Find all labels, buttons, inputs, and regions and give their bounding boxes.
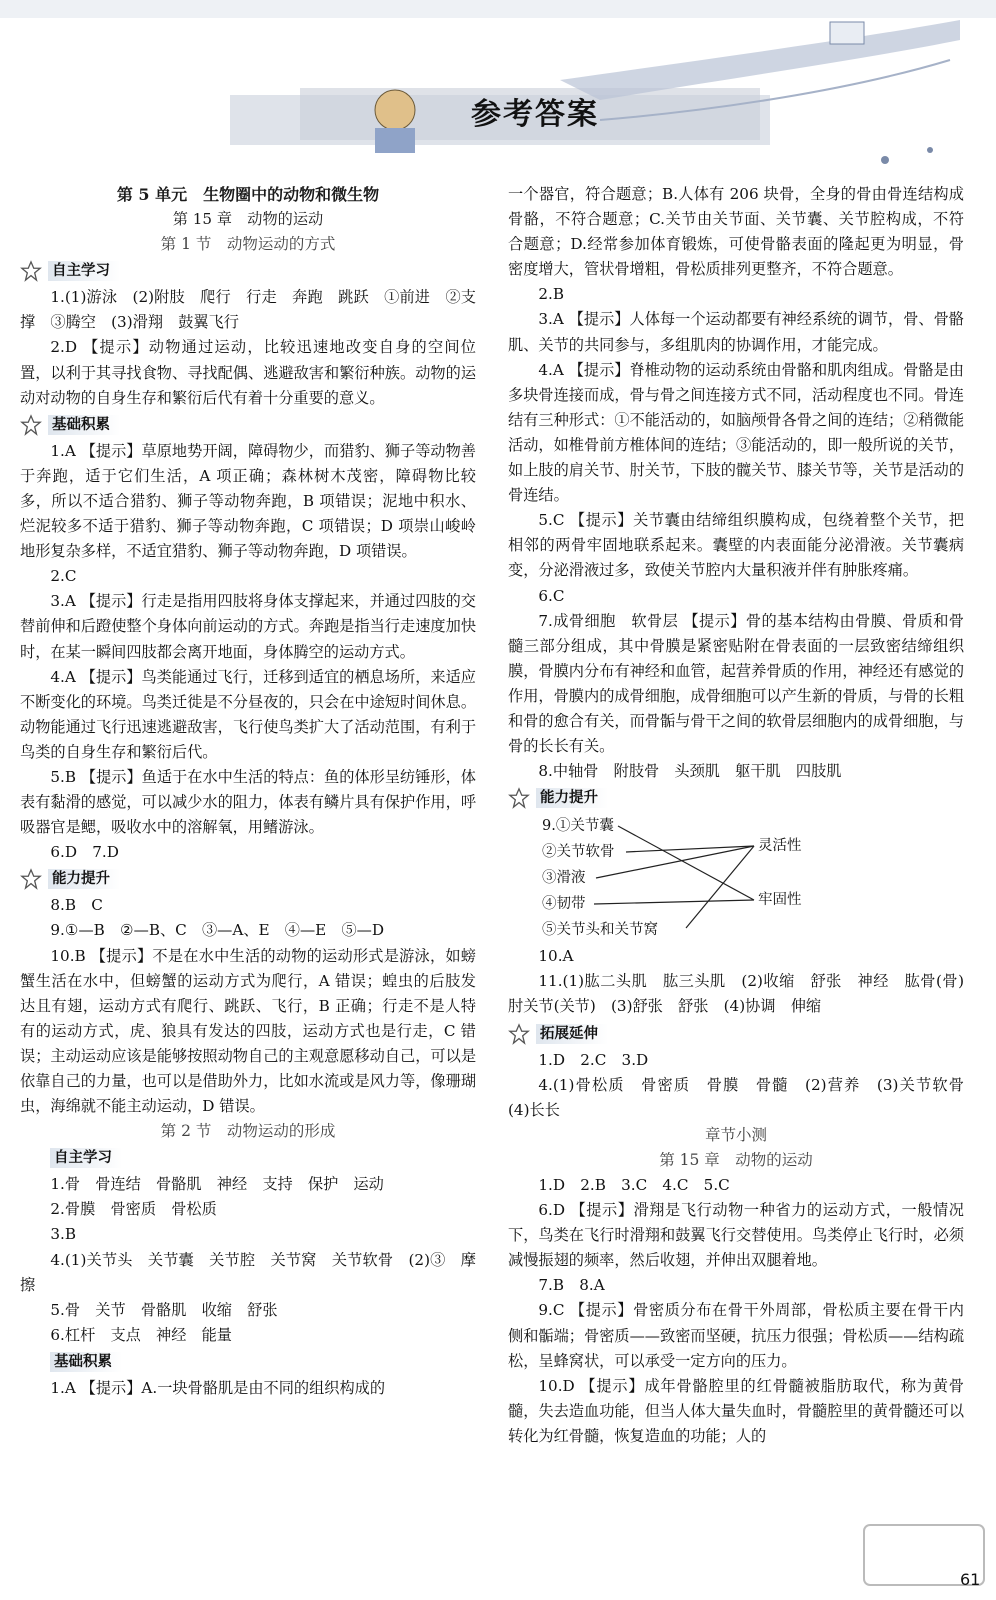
star-icon: [20, 868, 42, 890]
quiz-heading: 章节小测: [704, 1125, 767, 1144]
diagram-target: 牢固性: [758, 892, 802, 909]
answer-text: 1.A 【提示】A.一块骨骼肌是由不同的组织构成的: [50, 1378, 386, 1397]
answer-text: 4.(1)关节头 关节囊 关节腔 关节窝 关节软骨 (2)③ 摩擦: [20, 1250, 476, 1294]
section-heading: 第 1 节 动物运动的方式: [160, 235, 336, 254]
match-line: [626, 846, 754, 852]
answer-text: 4.(1)骨松质 骨密质 骨膜 骨髓 (2)营养 (3)关节软骨 (4)长长: [508, 1075, 980, 1119]
section-label-self-study: [20, 1146, 476, 1170]
match-line: [618, 826, 754, 900]
answer-text: 10.D 【提示】成年骨骼腔里的红骨髓被脂肪取代，称为黄骨髓，失去造血功能，但当人体大量失血时，骨髓腔里的黄骨髓还可以转化为红骨髓，恢复造血的功能；人的: [508, 1376, 964, 1445]
answer-text: 1.骨 骨连结 骨骼肌 神经 支持 保护 运动: [50, 1175, 384, 1194]
unit-heading: 第 5 单元 生物圈中的动物和微生物: [116, 185, 380, 204]
answer-text: 6.D 【提示】滑翔是飞行动物一种省力的运动方式，一般情况下，鸟类在飞行时滑翔和鼓翼飞行交替使用。鸟类停止飞行时，必须减慢振翅的频率，然后收翅，并伸出双腿着地。: [508, 1201, 964, 1270]
answer-text: 3.B: [50, 1225, 77, 1244]
star-icon: [508, 1023, 530, 1045]
answer-text: 2.B: [538, 285, 565, 304]
match-line: [594, 900, 754, 904]
section-label-self-study: [20, 259, 476, 283]
section-label-text: 能力提升: [48, 869, 120, 889]
answer-text: 4.A 【提示】脊椎动物的运动系统由骨骼和肌肉组成。骨骼是由多块骨连接而成，骨与骨之间连接方式不同，活动程度也不同。骨连结有三种形式：①不能活动的，如脑颅骨各骨之间的连结；②稍微能活动，如椎骨前方椎体间的连结；③能活动的，即一般所说的关节，如上肢的肩关节、肘关节，下肢的髋关节、膝关节等，关节是活动的骨连结。: [508, 360, 964, 505]
right-column: [508, 182, 980, 1449]
answer-text: 6.杠杆 支点 神经 能量: [50, 1325, 232, 1344]
page-number: 61: [960, 1570, 981, 1589]
section-heading: 第 2 节 动物运动的形成: [160, 1122, 336, 1141]
left-column: [20, 182, 476, 1401]
section-label-improve: [20, 867, 476, 891]
answer-text: 5.C 【提示】关节囊由结缔组织膜构成，包绕着整个关节，把相邻的两骨牢固地联系起来。囊壁的内表面能分泌滑液。关节囊病变，分泌滑液过多，致使关节腔内大量积液并伴有肿胀疼痛。: [508, 511, 964, 580]
banner-decoration: [0, 0, 996, 170]
answer-text: 10.A: [538, 947, 574, 966]
section-label-improve: [508, 786, 964, 810]
answer-text: 7.B 8.A: [538, 1276, 605, 1295]
answer-text: 5.骨 关节 骨骼肌 收缩 舒张: [50, 1300, 278, 1319]
section-label-text: 基础积累: [50, 1352, 122, 1372]
diagram-target: 灵活性: [758, 838, 802, 855]
answer-text: 4.A 【提示】鸟类能通过飞行，迁移到适宜的栖息场所，来适应不断变化的环境。鸟类迁徙是不分昼夜的，只会在中途短时间休息。动物能通过飞行迅速逃避敌害，飞行使鸟类扩大了活动范围，有利于鸟类的自身生存和繁衍后代。: [20, 667, 476, 761]
diagram-item: ②关节软骨: [542, 844, 615, 861]
answer-text: 11.(1)肱二头肌 肱三头肌 (2)收缩 舒张 神经 肱骨(骨) 肘关节(关节) (3)舒张 舒张 (4)协调 伸缩: [508, 972, 980, 1016]
chapter-heading: 第 15 章 动物的运动: [172, 210, 324, 229]
answer-text: 8.B C: [50, 896, 103, 915]
answer-text: 1.(1)游泳 (2)附肢 爬行 行走 奔跑 跳跃 ①前进 ②支撑 ③腾空 (3)滑翔 鼓翼飞行: [20, 288, 476, 332]
section-label-basics: [20, 1350, 476, 1374]
diagram-item: ⑤关节头和关节窝: [542, 922, 658, 939]
star-icon: [20, 260, 42, 282]
section-label-extension: [508, 1022, 964, 1046]
answer-key-title: 参考答案: [471, 97, 599, 132]
answer-text: 9.①—B ②—B、C ③—A、E ④—E ⑤—D: [50, 921, 384, 940]
answer-text: 8.中轴骨 附肢骨 头颈肌 躯干肌 四肢肌: [538, 762, 842, 781]
quiz-chapter-heading: 第 15 章 动物的运动: [659, 1150, 813, 1169]
answer-text: 2.C: [50, 567, 77, 586]
star-icon: [20, 414, 42, 436]
answer-text: 一个器官，符合题意；B.人体有 206 块骨，全身的骨由骨连结构成骨骼，不符合题意；C.关节由关节面、关节囊、关节腔构成，不符合题意；D.经常参加体育锻炼，可使骨骼表面的隆起更为明显，骨密度增大，管状骨增粗，骨松质排列更整齐，不符合题意。: [508, 185, 964, 279]
section-label-text: 自主学习: [50, 1148, 122, 1168]
answer-text: 6.D 7.D: [50, 843, 119, 862]
section-label-text: 自主学习: [48, 261, 120, 281]
answer-text: 6.C: [538, 586, 565, 605]
answer-text: 10.B 【提示】不是在水中生活的动物的运动形式是游泳，如螃蟹生活在水中，但螃蟹的运动方式为爬行，A 错误；蝗虫的后肢发达且有翅，运动方式有爬行、跳跃、飞行，B 正确；行走不是人特有的运动方式，虎、狼具有发达的四肢，运动方式也是行走，C 错误；主动运动应该是能够按照动物自己的主观意愿移动自己，可以是依靠自己的力量，也可以是借助外力，比如水流或是风力等，像珊瑚虫，海绵就不能主动运动，D 错误。: [20, 946, 476, 1116]
answer-text: 2.D 【提示】动物通过运动，比较迅速地改变自身的空间位置，以利于其寻找食物、寻找配偶、逃避敌害和繁衍种族。动物的运动对动物的自身生存和繁衍后代有着十分重要的意义。: [20, 338, 476, 407]
answer-text: 1.D 2.B 3.C 4.C 5.C: [538, 1176, 730, 1194]
section-label-text: 基础积累: [48, 415, 120, 435]
answer-text: 3.A 【提示】行走是指用四肢将身体支撑起来，并通过四肢的交替前伸和后蹬使整个身体向前运动的方式。奔跑是指当行走速度加快时，在某一瞬间四肢都会离开地面，身体腾空的运动方式。: [20, 592, 476, 661]
section-label-text: 能力提升: [536, 788, 608, 808]
section-label-text: 拓展延伸: [536, 1024, 608, 1044]
answer-text: 5.B 【提示】鱼适于在水中生活的特点：鱼的体形呈纺锤形，体表有黏滑的感觉，可以减少水的阻力，体表有鳞片具有保护作用，呼吸器官是鳃，吸收水中的溶解氧，用鳍游泳。: [20, 767, 476, 837]
section-label-basics: [20, 413, 476, 437]
diagram-item: 9.①关节囊: [542, 818, 614, 835]
answer-text: 2.骨膜 骨密质 骨松质: [50, 1200, 217, 1219]
diagram-item: ③滑液: [542, 870, 586, 887]
answer-text: 1.D 2.C 3.D: [538, 1050, 649, 1069]
answer-text: 3.A 【提示】人体每一个运动都要有神经系统的调节，骨、骨骼肌、关节的共同参与，多组肌肉的协调作用，才能完成。: [508, 310, 964, 354]
diagram-item: ④韧带: [542, 896, 586, 913]
answer-text: 7.成骨细胞 软骨层 【提示】骨的基本结构由骨膜、骨质和骨髓三部分组成，其中骨膜是紧密贴附在骨表面的一层致密结缔组织膜，骨膜内分布有神经和血管，起营养骨质的作用，神经还有感觉的作用，骨膜内的成骨细胞，成骨细胞可以产生新的骨质，与骨的长粗和骨的愈合有关，而骨骺与骨干之间的软骨层细胞内的成骨细胞，与骨的长长有关。: [508, 611, 964, 756]
matching-lines: [508, 814, 964, 942]
matching-diagram: [508, 814, 964, 942]
star-icon: [508, 787, 530, 809]
match-line: [596, 846, 754, 878]
answer-text: 9.C 【提示】骨密质分布在骨干外周部，骨松质主要在骨干内侧和骺端；骨密质——致密而坚硬，抗压力很强；骨松质——结构疏松，呈蜂窝状，可以承受一定方向的压力。: [508, 1301, 964, 1370]
answer-text: 1.A 【提示】草原地势开阔，障碍物少，而猎豹、狮子等动物善于奔跑，适于它们生活，A 项正确；森林树木茂密，障碍物比较多，所以不适合猎豹、狮子等动物奔跑，B 项错误；泥地中积水、烂泥较多不适于猎豹、狮子等动物奔跑，C 项错误；D 项崇山峻岭地形复杂多样，不适宜猎豹、狮子等动物奔跑，D 项错误。: [20, 441, 476, 561]
header-banner: [0, 0, 996, 170]
